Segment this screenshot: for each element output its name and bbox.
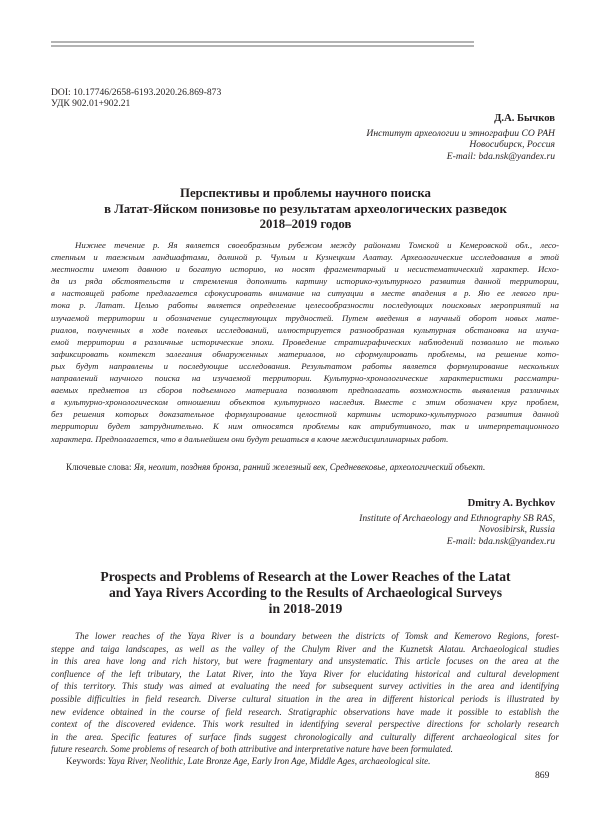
abstract-en-line: possible difficulties in field research. Diverse cultural situation in the area in different historical periods is illustrated by xyxy=(51,693,559,704)
abstract-ru-line: местности имеют давнюю и богатую историю, но носят фрагментарный и несистематический характер. Исхо- xyxy=(51,264,559,275)
abstract-ru-line: дя из ряда обстоятельств и стремления дополнить картину историко-культурного развития данной территории, xyxy=(51,276,559,287)
abstract-ru-line: в культурно-хронологическом отношении объектов культурного наследия. Вместе с этим обозначен круг проблем, xyxy=(51,397,559,408)
title-en-line: and Yaya Rivers According to the Results of Archaeological Surveys xyxy=(108,585,503,600)
abstract-ru-line: без решения которых доказательное формулирование целостной картины историко-культурного развития данной xyxy=(51,409,559,420)
abstract-ru-line: зафиксировать контекст залегания обнаруженных материалов, но сформулировать проблемы, на решение кото- xyxy=(51,348,559,359)
keywords-en-list: Yaya River, Neolithic, Late Bronze Age, Early Iron Age, Middle Ages, archaeological site. xyxy=(107,756,431,766)
abstract-en-line: steppe and taiga landscapes, as well as the valley of the Chulym River and the Kuznetsk Alatau. Archaeological studies xyxy=(51,643,559,654)
doi: DOI: 10.17746/2658-6193.2020.26.869-873 xyxy=(51,87,222,98)
udk: УДК 902.01+902.21 xyxy=(51,98,131,109)
title-ru-line: Перспективы и проблемы научного поиска xyxy=(180,186,431,200)
author-name-en: Dmitry A. Bychkov xyxy=(467,498,555,509)
abstract-en-line: new evidence obtained in the course of field research. Stratigraphic observations have made it possible to establish the xyxy=(51,706,559,717)
abstract-ru-line: степным и таежным ландшафтами, долиной р. Чулым и Кузнецким Алатау. Археологические исследования в этой xyxy=(51,252,559,263)
abstract-ru-line: в настоящей работе предлагается сфокусировать внимание на ситуации в месте впадения в р. Яю ее левого при- xyxy=(51,288,559,299)
abstract-ru-line: характера. Предполагается, что в дальнейшем они будут решаться в ключе междисциплинарных работ. xyxy=(51,433,449,444)
keywords-ru-list: Яя, неолит, поздняя бронза, ранний железный век, Средневековье, археологический объект. xyxy=(133,462,486,472)
abstract-en-line: in this area have long and rich history, but were fragmentary and unsystematic. This article focuses on the area at the xyxy=(51,656,559,667)
abstract-en-line: The lower reaches of the Yaya River is a boundary between the districts of Tomsk and Kemerovo Regions, forest- xyxy=(75,631,559,641)
title-en xyxy=(0,569,611,617)
keywords-ru xyxy=(66,461,485,473)
abstract-en-line: confluence of the left tributary, the Latat River, into the Yaya River for elucidating historical and cultural development xyxy=(51,668,559,679)
abstract-en-line: future research. Some problems of research of both attributive and interpretative nature have been formulated. xyxy=(51,744,453,755)
abstract-en-line: of this territory. This study was aimed at evaluating the need for subsequent survey activities in the area and identifying xyxy=(51,681,559,692)
abstract-ru xyxy=(51,239,559,445)
abstract-ru-line: Нижнее течение р. Яя является своеобразным рубежом между районами Томской и Кемеровской обл., лесо- xyxy=(75,240,559,250)
title-ru-line: 2018–2019 годов xyxy=(259,217,352,231)
city-ru: Новосибирск, Россия xyxy=(469,139,555,151)
email-ru: E-mail: bda.nsk@yandex.ru xyxy=(446,150,555,162)
abstract-ru-line: емой территории в различные исторические эпохи. Проведение стратиграфических наблюдений позволило не только xyxy=(51,336,559,347)
title-ru-line: в Латат-Яйском понизовье по результатам археологических разведок xyxy=(104,201,507,216)
affiliation-ru: Институт археологии и этнографии СО РАН xyxy=(366,128,555,139)
title-ru xyxy=(0,186,611,233)
title-en-line: in 2018-2019 xyxy=(268,601,343,616)
keywords-en-label: Keywords: xyxy=(66,756,108,766)
author-block-ru xyxy=(366,112,555,162)
keywords-en xyxy=(66,755,430,767)
author-name-ru: Д.А. Бычков xyxy=(494,113,555,124)
city-en: Novosibirsk, Russia xyxy=(478,524,555,536)
affiliation-en: Institute of Archaeology and Ethnography SB RAS, xyxy=(359,513,555,524)
title-en-line: Prospects and Problems of Research at the Lower Reaches of the Latat xyxy=(100,569,511,584)
abstract-ru-line: ваемых предметов из сборов подъемного материала позволяют предполагать возможность выявления различных xyxy=(51,385,559,396)
keywords-ru-label: Ключевые слова: xyxy=(66,462,134,472)
abstract-ru-line: риалов, полученных в ходе полевых исследований, иллюстрируется разнообразная культурная обстановка на изуча- xyxy=(51,324,559,335)
author-block-en xyxy=(359,497,555,547)
abstract-ru-line: направлений научного поиска на изучаемой территории. Культурно-хронологические характеристики рассматри- xyxy=(51,373,559,384)
header-rule-bottom xyxy=(51,45,474,47)
abstract-ru-line: тока р. Латат. Целью работы является определение целесообразности последующих поисковых мероприятий на xyxy=(51,300,559,311)
abstract-en-line: context of the discovered evidence. This work resulted in identifying several perspective directions for scholarly research xyxy=(51,719,559,730)
abstract-ru-line: рых будут направлены и последующие исследования. Результатом работы является формулирование нескольких xyxy=(51,360,559,371)
abstract-ru-line: территории будет затруднительно. К ним относятся проблемы как атрибутивного, так и интерпретационного xyxy=(51,421,559,432)
email-en: E-mail: bda.nsk@yandex.ru xyxy=(446,535,555,547)
abstract-en xyxy=(51,630,559,756)
abstract-en-line: in the area. Specific features of surface finds suggest chronologically and culturally different archaeological sites for xyxy=(51,731,559,742)
page-number: 869 xyxy=(535,770,550,781)
abstract-ru-line: изучаемой территории и обозначение существующих трудностей. Путем введения в научный оборот новых мате- xyxy=(51,312,559,323)
header-rule-top xyxy=(51,41,474,43)
